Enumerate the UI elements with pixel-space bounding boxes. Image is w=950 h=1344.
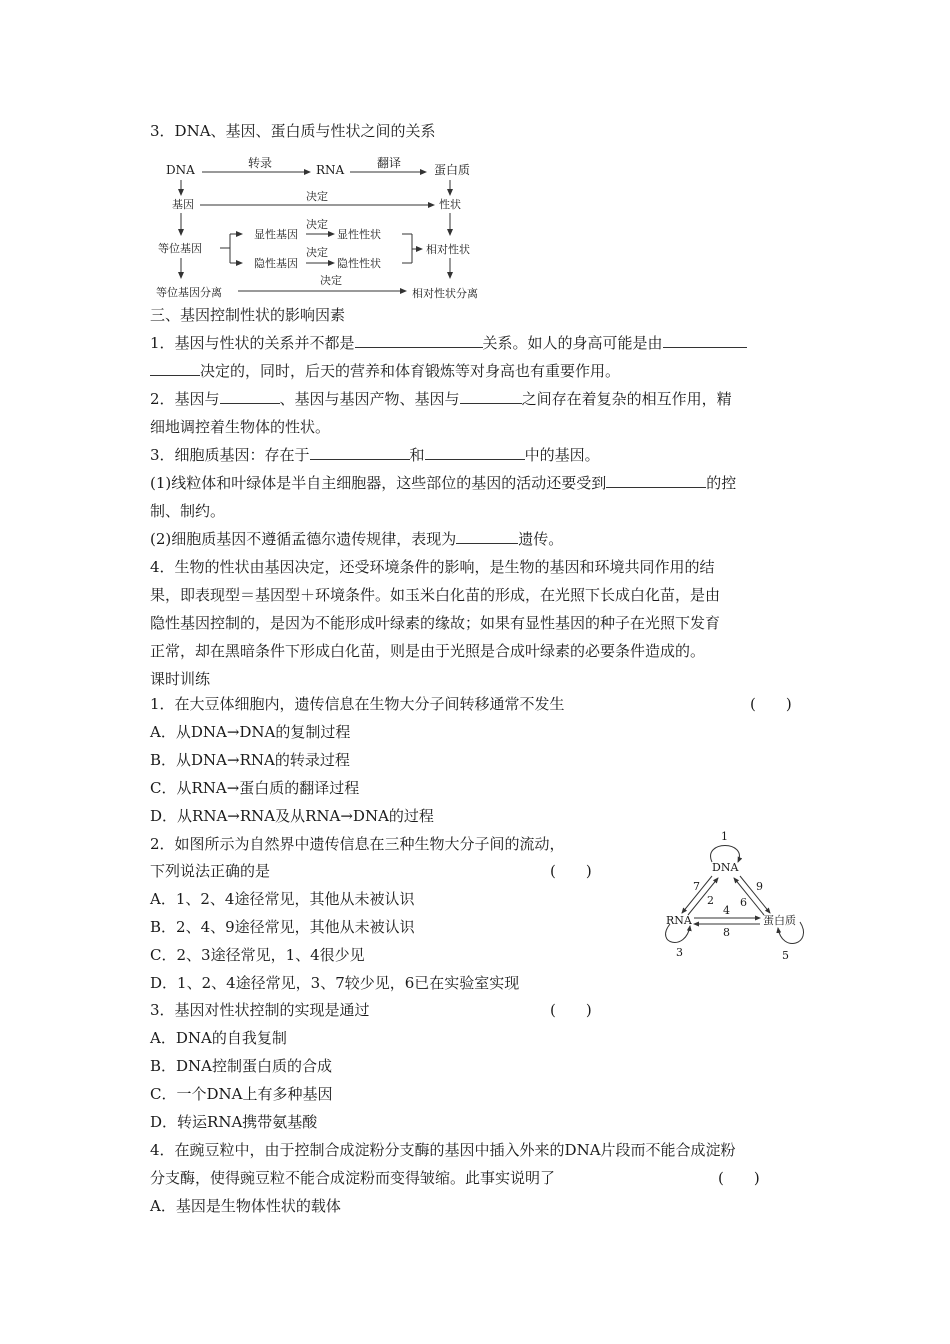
q3-option-b: B．DNA控制蛋白质的合成 [150, 1057, 333, 1075]
flow-label-3: 3 [676, 946, 683, 959]
diagram-gene: 基因 [172, 198, 194, 211]
paragraph-2: 2．基因与 、基因与基因产物、基因与 之间存在着复杂的相互作用，精 [150, 390, 732, 408]
diagram-relative-trait: 相对性状 [426, 243, 470, 256]
q2-option-d: D．1、2、4途径常见，3、7较少见，6已在实验室实现 [150, 974, 520, 992]
diagram-decide-1: 决定 [306, 190, 328, 203]
relationship-diagram [150, 150, 510, 302]
diagram-protein: 蛋白质 [434, 163, 471, 177]
flow-label-4: 4 [723, 904, 730, 917]
q2-stem-1: 2．如图所示为自然界中遗传信息在三种生物大分子间的流动， [150, 835, 565, 853]
q4-stem-1: 4．在豌豆粒中，由于控制合成淀粉分支酶的基因中插入外来的DNA片段而不能合成淀粉 [150, 1141, 736, 1159]
diagram-trait: 性状 [439, 198, 461, 211]
blank [460, 389, 522, 404]
diagram-relative-trait-separation: 相对性状分离 [412, 287, 478, 300]
q4-stem-2: 分支酶，使得豌豆粒不能合成淀粉而变得皱缩。此事实说明了 [150, 1169, 556, 1187]
paragraph-4-line-1: 4．生物的性状由基因决定，还受环境条件的影响，是生物的基因和环境共同作用的结 [150, 558, 715, 576]
paragraph-3-1-cont: 制、制约。 [150, 502, 226, 520]
q1-option-d: D．从RNA→RNA及从RNA→DNA的过程 [150, 807, 434, 825]
flow-label-1: 1 [721, 830, 728, 843]
flow-label-2: 2 [707, 894, 714, 907]
q1-option-b: B．从DNA→RNA的转录过程 [150, 751, 350, 769]
flow-label-9: 9 [756, 880, 763, 893]
paragraph-3-2: (2)细胞质基因不遵循孟德尔遗传规律，表现为 遗传。 [150, 530, 564, 548]
paragraph-4-line-3: 隐性基因控制的，是因为不能形成叶绿素的缘故；如果有显性基因的种子在光照下发育 [150, 614, 721, 632]
blank [606, 473, 706, 488]
blank [456, 529, 518, 544]
diagram-decide-3: 决定 [306, 246, 328, 259]
flow-node-rna: RNA [666, 914, 692, 927]
diagram-dominant-trait: 显性性状 [337, 228, 381, 241]
info-flow-diagram [660, 826, 820, 962]
q4-option-a: A．基因是生物体性状的载体 [150, 1197, 341, 1215]
q2-answer-paren: ( ) [550, 862, 592, 880]
q2-option-b: B．2、4、9途径常见，其他从未被认识 [150, 918, 415, 936]
paragraph-2-cont: 细地调控着生物体的性状。 [150, 418, 331, 436]
q1-answer-paren: ( ) [750, 695, 792, 713]
diagram-allele: 等位基因 [158, 242, 202, 255]
flow-node-dna: DNA [712, 861, 739, 874]
q3-option-c: C．一个DNA上有多种基因 [150, 1085, 333, 1103]
diagram-transcription: 转录 [248, 156, 273, 170]
flow-label-6: 6 [740, 896, 747, 909]
blank [355, 333, 483, 348]
q1-stem: 1．在大豆体细胞内，遗传信息在生物大分子间转移通常不发生 [150, 695, 565, 713]
paragraph-1: 1．基因与性状的关系并不都是 关系。如人的身高可能是由 [150, 333, 747, 353]
paragraph-3: 3．细胞质基因：存在于 和 中的基因。 [150, 446, 600, 464]
diagram-decide-2: 决定 [306, 218, 328, 231]
diagram-decide-4: 决定 [320, 274, 342, 287]
diagram-translation: 翻译 [377, 156, 402, 170]
diagram-dna: DNA [166, 163, 195, 177]
paragraph-4-line-2: 果，即表现型＝基因型＋环境条件。如玉米白化苗的形成，在光照下长成白化苗，是由 [150, 586, 721, 604]
blank [220, 389, 280, 404]
flow-label-7: 7 [693, 880, 700, 893]
diagram-recessive-trait: 隐性性状 [337, 257, 381, 270]
q3-stem: 3．基因对性状控制的实现是通过 [150, 1001, 370, 1019]
paragraph-1-cont: 决定的，同时，后天的营养和体育锻炼等对身高也有重要作用。 [150, 361, 620, 381]
practice-title: 课时训练 [150, 670, 211, 688]
q1-option-c: C．从RNA→蛋白质的翻译过程 [150, 779, 360, 797]
q3-answer-paren: ( ) [550, 1001, 592, 1019]
q2-option-c: C．2、3途径常见，1、4很少见 [150, 946, 365, 964]
flow-label-8: 8 [723, 926, 730, 939]
diagram-recessive-gene: 隐性基因 [254, 257, 298, 270]
blank [663, 333, 747, 348]
q2-stem-2: 下列说法正确的是 [150, 862, 271, 880]
blank [310, 445, 410, 460]
q2-option-a: A．1、2、4途径常见，其他从未被认识 [150, 890, 415, 908]
heading-3: 三、基因控制性状的影响因素 [150, 306, 346, 324]
q3-option-a: A．DNA的自我复制 [150, 1029, 287, 1047]
diagram-dominant-gene: 显性基因 [254, 228, 298, 241]
blank [150, 361, 200, 376]
diagram-rna: RNA [316, 163, 345, 177]
q4-answer-paren: ( ) [718, 1169, 760, 1187]
q1-option-a: A．从DNA→DNA的复制过程 [150, 723, 351, 741]
flow-label-5: 5 [782, 949, 789, 962]
blank [425, 445, 525, 460]
q3-option-d: D．转运RNA携带氨基酸 [150, 1113, 318, 1131]
section-title: 3．DNA、基因、蛋白质与性状之间的关系 [150, 122, 436, 140]
paragraph-4-line-4: 正常，却在黑暗条件下形成白化苗，则是由于光照是合成叶绿素的必要条件造成的。 [150, 642, 706, 660]
paragraph-3-1: (1)线粒体和叶绿体是半自主细胞器，这些部位的基因的活动还要受到 的控 [150, 474, 737, 492]
diagram-allele-separation: 等位基因分离 [156, 286, 222, 299]
flow-node-protein: 蛋白质 [763, 914, 796, 927]
